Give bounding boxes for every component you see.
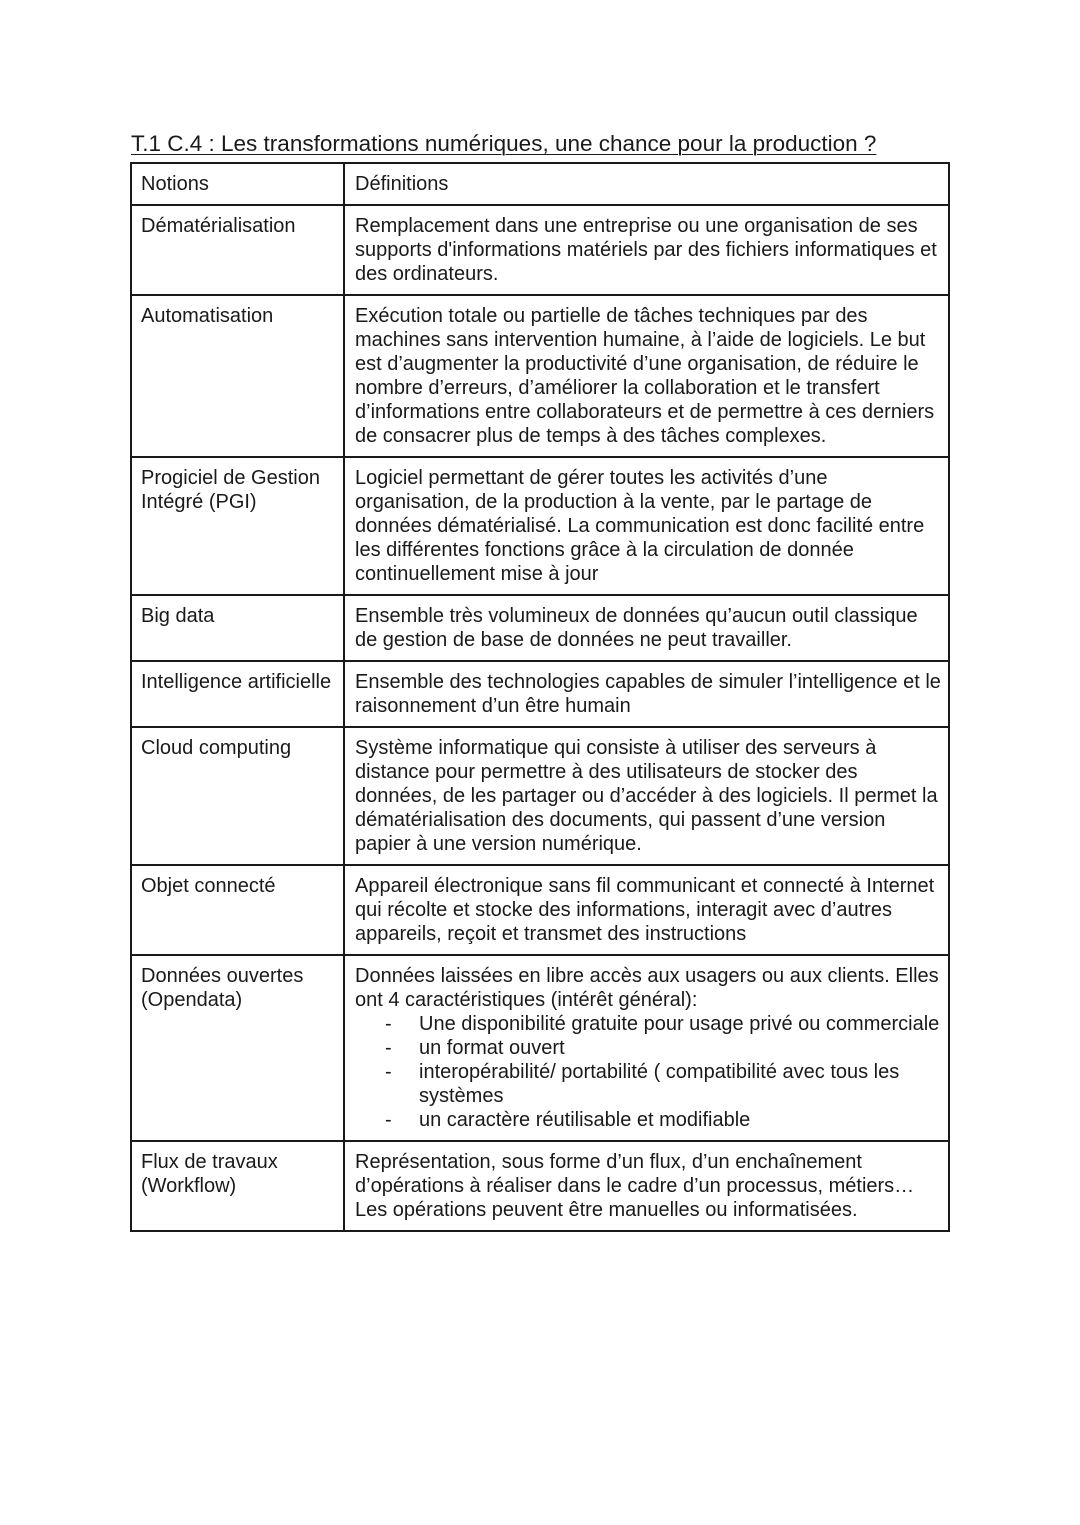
table-header-row bbox=[131, 163, 949, 205]
column-header-definitions: Définitions bbox=[344, 163, 949, 205]
notion-cell: Cloud computing bbox=[131, 727, 344, 865]
definition-cell bbox=[344, 955, 949, 1141]
notion-cell: Objet connecté bbox=[131, 865, 344, 955]
notion-cell: Automatisation bbox=[131, 295, 344, 457]
definition-cell: Système informatique qui consiste à utiliser des serveurs à distance pour permettre à des utilisateurs de stocker des données, de les partager ou d’accéder à des logiciels. Il permet la dématérialisation des documents, qui passent d’une version papier à une version numérique. bbox=[344, 727, 949, 865]
list-item: - un caractère réutilisable et modifiable bbox=[385, 1108, 942, 1132]
definition-cell: Ensemble très volumineux de données qu’aucun outil classique de gestion de base de données ne peut travailler. bbox=[344, 595, 949, 661]
notion-cell: Intelligence artificielle bbox=[131, 661, 344, 727]
table-row bbox=[131, 1141, 949, 1231]
characteristics-list bbox=[355, 1012, 942, 1132]
definition-cell: Remplacement dans une entreprise ou une organisation de ses supports d'informations matériels par des fichiers informatiques et des ordinateurs. bbox=[344, 205, 949, 295]
table-row bbox=[131, 457, 949, 595]
table-row bbox=[131, 865, 949, 955]
table-row bbox=[131, 295, 949, 457]
list-item: - Une disponibilité gratuite pour usage privé ou commerciale bbox=[385, 1012, 942, 1036]
notion-cell: Flux de travaux (Workflow) bbox=[131, 1141, 344, 1231]
definition-cell: Logiciel permettant de gérer toutes les activités d’une organisation, de la production à la vente, par le partage de données dématérialisé. La communication est donc facilité entre les différentes fonctions grâce à la circulation de donnée continuellement mise à jour bbox=[344, 457, 949, 595]
notions-table bbox=[130, 162, 950, 1232]
table-row bbox=[131, 595, 949, 661]
definition-cell: Exécution totale ou partielle de tâches techniques par des machines sans intervention humaine, à l’aide de logiciels. Le but est d’augmenter la productivité d’une organisation, de réduire le nombre d’erreurs, d’améliorer la collaboration et le transfert d’informations entre collaborateurs et de permettre à ces derniers de consacrer plus de temps à des tâches complexes. bbox=[344, 295, 949, 457]
notion-cell: Progiciel de Gestion Intégré (PGI) bbox=[131, 457, 344, 595]
notion-cell: Dématérialisation bbox=[131, 205, 344, 295]
table-row bbox=[131, 955, 949, 1141]
definition-intro: Données laissées en libre accès aux usagers ou aux clients. Elles ont 4 caractéristiques (intérêt général): bbox=[355, 965, 939, 1011]
definition-cell: Ensemble des technologies capables de simuler l’intelligence et le raisonnement d’un être humain bbox=[344, 661, 949, 727]
column-header-notions: Notions bbox=[131, 163, 344, 205]
table-row bbox=[131, 661, 949, 727]
list-item: - un format ouvert bbox=[385, 1036, 942, 1060]
table-row bbox=[131, 205, 949, 295]
definition-cell: Représentation, sous forme d’un flux, d’un enchaînement d’opérations à réaliser dans le cadre d’un processus, métiers… Les opérations peuvent être manuelles ou informatisées. bbox=[344, 1141, 949, 1231]
notion-cell: Big data bbox=[131, 595, 344, 661]
definition-cell: Appareil électronique sans fil communicant et connecté à Internet qui récolte et stocke des informations, interagit avec d’autres appareils, reçoit et transmet des instructions bbox=[344, 865, 949, 955]
document-title: T.1 C.4 : Les transformations numériques, une chance pour la production ? bbox=[131, 131, 877, 156]
list-item: - interopérabilité/ portabilité ( compatibilité avec tous les systèmes bbox=[385, 1060, 942, 1108]
notion-cell: Données ouvertes (Opendata) bbox=[131, 955, 344, 1141]
table-row bbox=[131, 727, 949, 865]
